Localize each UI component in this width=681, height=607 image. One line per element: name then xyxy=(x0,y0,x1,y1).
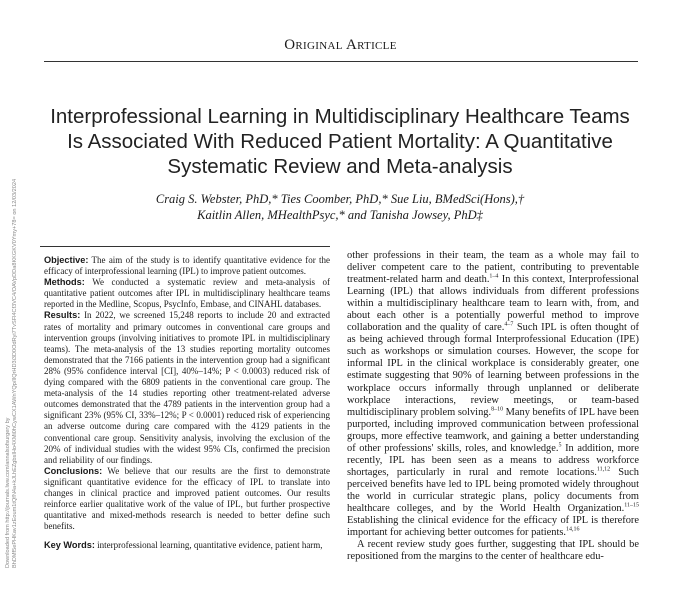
body-text: In this context, Interprofessional Learning (IPL) that allows individuals from different professions within a multidisciplinary healthcare team to learn with, from, and about each other is a potentially powerful method to improve collaboration and the quality of care. xyxy=(347,274,640,334)
download-notice: Downloaded from http://journals.lww.com/annalsofsurgery by BhDMf5ePHKav1zEoum1tQfN4a+kJLhEZgbsIHo4XMi0hCywCX1AWnYQp/IlQrHD3i3D0OdRyi7TvSFl4Cf3VC4/OAVpDDa8KKGKV0Ymy+78= on 12/03/2024 xyxy=(5,178,18,568)
body-text: In addition, more recently, IPL has been seen as a means to address workforce shortages, particularly in rural and remote locations. xyxy=(347,442,639,478)
conclusions-label: Conclusions: xyxy=(44,465,103,476)
article-title: Interprofessional Learning in Multidisciplinary Healthcare Teams Is Associated With Reduced Patient Mortality: A Quantitative Systematic Review and Meta-analysis xyxy=(50,105,630,178)
reference-marker[interactable]: 1–4 xyxy=(489,273,499,280)
methods-label: Methods: xyxy=(44,277,85,288)
author-list xyxy=(40,191,640,223)
reference-marker[interactable]: 4–7 xyxy=(504,321,514,328)
author-line-2: Kaitlin Allen, MHealthPsyc,* and Tanisha Jowsey, PhD‡ xyxy=(197,208,483,222)
abstract xyxy=(44,255,330,551)
reference-marker[interactable]: 11–15 xyxy=(624,502,639,509)
body-text: Such perceived benefits have led to IPL being promoted widely throughout the world in curricular strategic plans, policy documents from healthcare colleges, and by the World Health Organization. xyxy=(347,466,639,514)
results-label: Results: xyxy=(44,310,81,321)
reference-marker[interactable]: 5 xyxy=(558,442,562,449)
body-paragraph: A recent review study goes further, suggesting that IPL should be repositioned from the margins to the center of healthcare edu- xyxy=(347,539,639,563)
reference-marker[interactable]: 11,12 xyxy=(596,466,611,473)
abstract-keywords xyxy=(44,540,330,551)
abstract-results xyxy=(44,310,330,465)
body-text: Many benefits of IPL have been purported, including improved communication between professional groups, more effective teamwork, and gaining a better understanding of other professions' skills, roles, and knowledge. xyxy=(347,406,639,454)
body-paragraph xyxy=(347,250,639,539)
abstract-objective xyxy=(44,255,330,277)
reference-marker[interactable]: 14,16 xyxy=(566,526,580,533)
body-text-column xyxy=(347,250,639,563)
keywords-label: Key Words: xyxy=(44,540,95,551)
conclusions-text: We believe that our results are the first to demonstrate significant quantitative evidence for the efficacy of IPL to translate into changes in clinical practice and improved patient outcomes. Our results reinforce earlier qualitative work of the value of IPL, but further prospective quantitative and mixed-methods research is needed to better define such benefits. xyxy=(44,465,330,532)
methods-text: We conducted a systematic review and meta-analysis of quantitative patient outcomes after IPL in multidisciplinary healthcare teams reported in the Medline, Scopus, PsycInfo, Embase, and CINAHL databases. xyxy=(44,277,330,310)
objective-label: Objective: xyxy=(44,255,89,265)
header-rule xyxy=(44,61,638,62)
body-text: Such IPL is often thought of as being achieved through formal Interprofessional Education (IPE) such as workshops or simulation courses. However, the scope for informal IPL in the clinical workplace is considerably greater, one estimate suggesting that 90% of learning between professions in the workplace occurs informally through unplanned or deliberate workplace interactions, review meetings, or team-based multidisciplinary problem solving. xyxy=(347,322,639,418)
results-text: In 2022, we screened 15,248 reports to include 20 and extracted rates of mortality and primary outcomes in conventional care groups and intervention groups (involving initiatives to promote IPL in multidisciplinary teams). The meta-analysis of the 13 studies reporting mortality outcomes demonstrated that the 7166 patients in the intervention group had a significant 28% (95% confidence interval [CI], 40%–14%; P < 0.0003) reduced risk of dying compared with the 6809 patients in the conventional care group. The meta-analysis of the 14 studies reporting other treatment-related adverse outcomes demonstrated that the 4789 patients in the intervention group had a significant 23% (95% CI, 33%–12%; P < 0.0001) reduced risk of experiencing an adverse outcome during care compared with the 4129 patients in the conventional care group. Sensitivity analysis, involving the exclusion of the 20% of individual studies with the widest 95% CIs, confirmed the precision and reliability of our findings. xyxy=(44,310,330,465)
keywords-text: interprofessional learning, quantitative evidence, patient harm, xyxy=(97,540,323,551)
body-text: Establishing the clinical evidence for the efficacy of IPL is therefore important for achieving better outcomes for patients. xyxy=(347,515,639,539)
author-line-1: Craig S. Webster, PhD,* Ties Coomber, PhD,* Sue Liu, BMedSci(Hons),† xyxy=(155,192,525,206)
body-text: other professions in their team, the team as a whole may fail to deliver competent care to the patient, contributing to preventable treatment-related harm and death. xyxy=(347,250,639,286)
objective-text: The aim of the study is to identify quantitative evidence for the efficacy of interprofessional learning (IPL) to improve patient outcomes. xyxy=(44,255,331,277)
abstract-conclusions xyxy=(44,466,330,533)
abstract-methods xyxy=(44,277,330,310)
reference-marker[interactable]: 8–10 xyxy=(491,406,504,413)
section-label: Original Article xyxy=(284,37,397,53)
